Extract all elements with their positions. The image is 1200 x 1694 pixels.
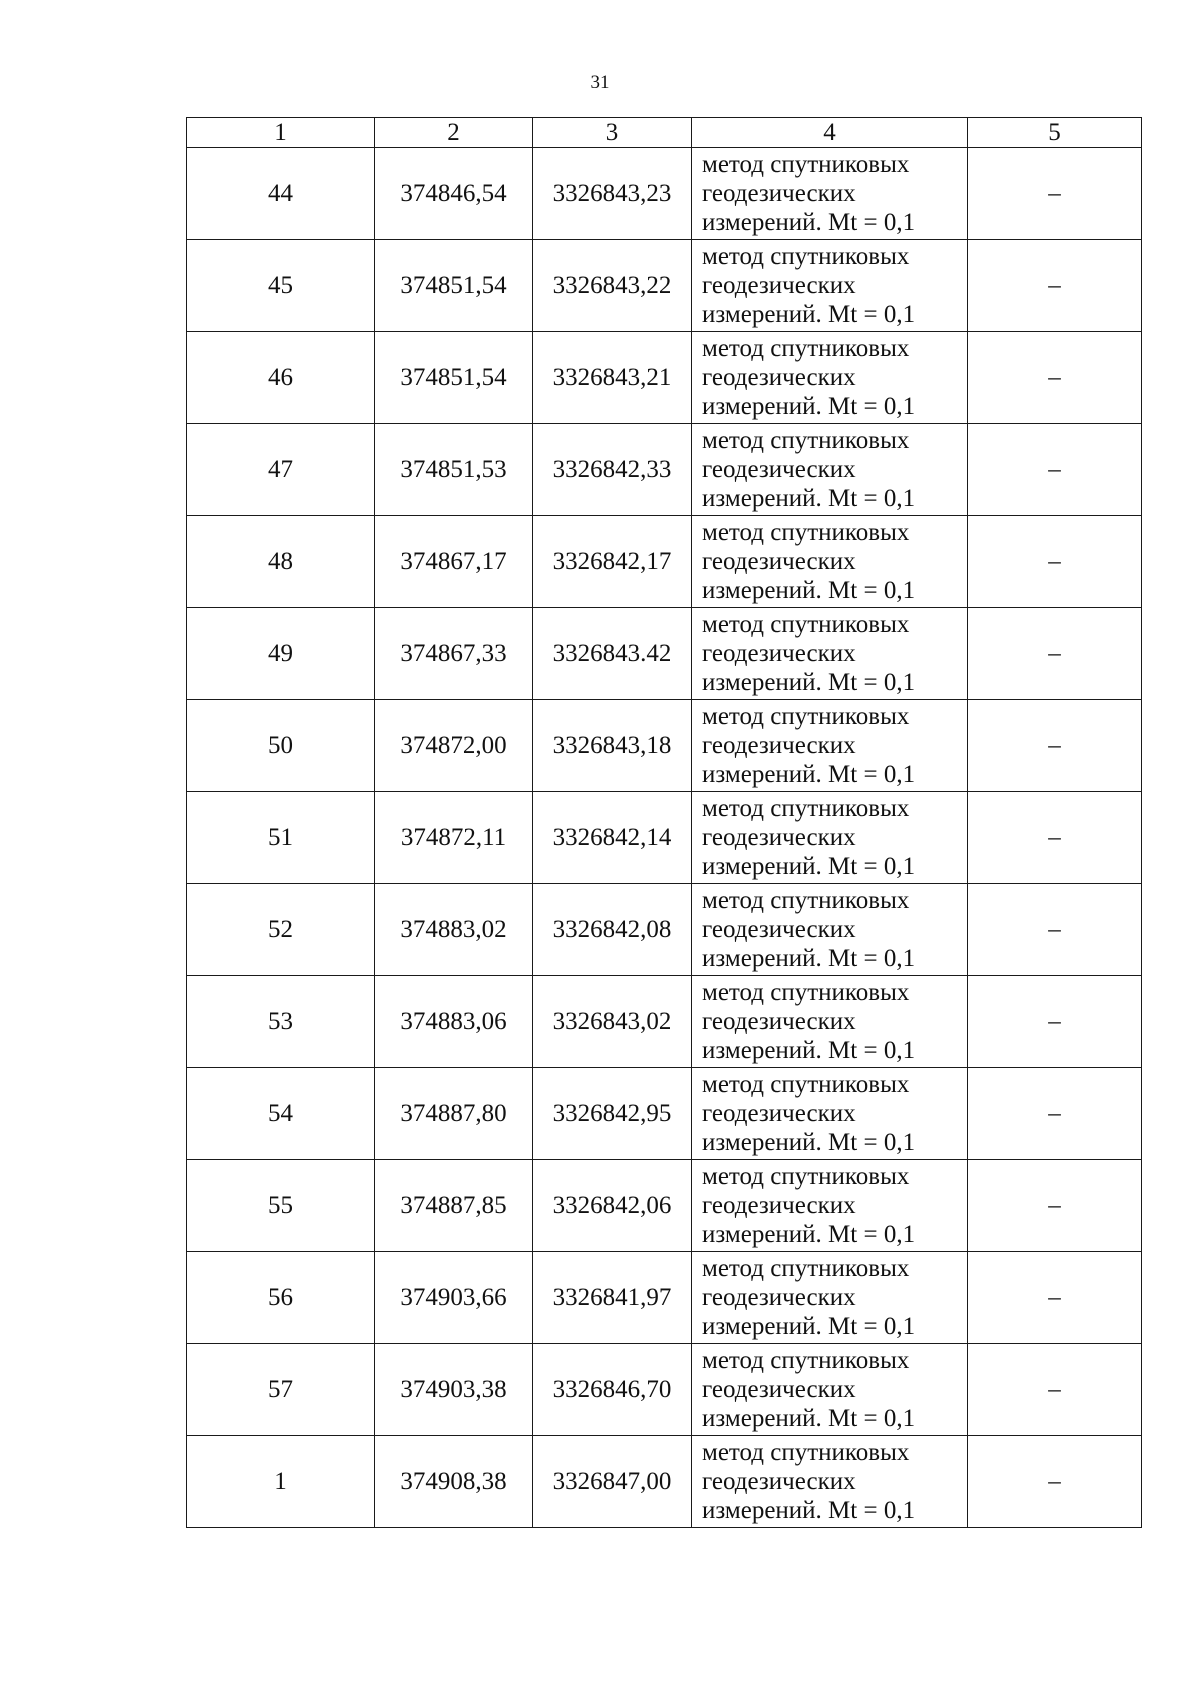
y-coordinate-cell: 3326842,14 bbox=[533, 792, 692, 884]
x-coordinate-cell: 374872,11 bbox=[375, 792, 533, 884]
method-line: геодезических bbox=[702, 272, 856, 299]
method-line: измерений. Mt = 0,1 bbox=[702, 301, 916, 328]
y-coordinate-cell: 3326842,33 bbox=[533, 424, 692, 516]
description-cell: – bbox=[968, 608, 1142, 700]
method-line: геодезических bbox=[702, 364, 856, 391]
point-number-cell: 54 bbox=[187, 1068, 375, 1160]
table-header bbox=[187, 118, 1142, 148]
method-cell bbox=[692, 1068, 968, 1160]
method-line: метод спутниковых bbox=[702, 887, 910, 914]
method-line: метод спутниковых bbox=[702, 1163, 910, 1190]
table-row bbox=[187, 1068, 1142, 1160]
y-coordinate-cell: 3326843,21 bbox=[533, 332, 692, 424]
table-row bbox=[187, 332, 1142, 424]
method-cell bbox=[692, 884, 968, 976]
column-header-5: 5 bbox=[968, 118, 1142, 148]
x-coordinate-cell: 374846,54 bbox=[375, 148, 533, 240]
point-number-cell: 46 bbox=[187, 332, 375, 424]
column-header-1: 1 bbox=[187, 118, 375, 148]
method-line: геодезических bbox=[702, 1008, 856, 1035]
method-line: геодезических bbox=[702, 1284, 856, 1311]
description-cell: – bbox=[968, 884, 1142, 976]
y-coordinate-cell: 3326842,08 bbox=[533, 884, 692, 976]
x-coordinate-cell: 374851,54 bbox=[375, 240, 533, 332]
method-cell bbox=[692, 1252, 968, 1344]
method-line: измерений. Mt = 0,1 bbox=[702, 761, 916, 788]
method-line: метод спутниковых bbox=[702, 703, 910, 730]
method-line: измерений. Mt = 0,1 bbox=[702, 1221, 916, 1248]
y-coordinate-cell: 3326843.42 bbox=[533, 608, 692, 700]
method-line: измерений. Mt = 0,1 bbox=[702, 577, 916, 604]
x-coordinate-cell: 374883,02 bbox=[375, 884, 533, 976]
method-cell bbox=[692, 1436, 968, 1528]
x-coordinate-cell: 374903,66 bbox=[375, 1252, 533, 1344]
description-cell: – bbox=[968, 1344, 1142, 1436]
point-number-cell: 55 bbox=[187, 1160, 375, 1252]
method-line: измерений. Mt = 0,1 bbox=[702, 1497, 916, 1524]
x-coordinate-cell: 374851,54 bbox=[375, 332, 533, 424]
method-line: геодезических bbox=[702, 1376, 856, 1403]
method-line: измерений. Mt = 0,1 bbox=[702, 1405, 916, 1432]
method-line: геодезических bbox=[702, 732, 856, 759]
description-cell: – bbox=[968, 1436, 1142, 1528]
method-line: метод спутниковых bbox=[702, 1255, 910, 1282]
table-row bbox=[187, 700, 1142, 792]
y-coordinate-cell: 3326841,97 bbox=[533, 1252, 692, 1344]
x-coordinate-cell: 374872,00 bbox=[375, 700, 533, 792]
method-line: метод спутниковых bbox=[702, 427, 910, 454]
method-line: геодезических bbox=[702, 1192, 856, 1219]
y-coordinate-cell: 3326842,17 bbox=[533, 516, 692, 608]
description-cell: – bbox=[968, 792, 1142, 884]
method-line: измерений. Mt = 0,1 bbox=[702, 393, 916, 420]
y-coordinate-cell: 3326842,95 bbox=[533, 1068, 692, 1160]
method-cell bbox=[692, 700, 968, 792]
method-line: метод спутниковых bbox=[702, 519, 910, 546]
description-cell: – bbox=[968, 332, 1142, 424]
x-coordinate-cell: 374908,38 bbox=[375, 1436, 533, 1528]
method-line: метод спутниковых bbox=[702, 151, 910, 178]
table-row bbox=[187, 1160, 1142, 1252]
point-number-cell: 1 bbox=[187, 1436, 375, 1528]
method-line: геодезических bbox=[702, 548, 856, 575]
method-line: метод спутниковых bbox=[702, 1071, 910, 1098]
table-body bbox=[187, 148, 1142, 1528]
table-row bbox=[187, 424, 1142, 516]
method-line: метод спутниковых bbox=[702, 335, 910, 362]
method-line: геодезических bbox=[702, 456, 856, 483]
table-row bbox=[187, 1252, 1142, 1344]
table-row bbox=[187, 884, 1142, 976]
point-number-cell: 51 bbox=[187, 792, 375, 884]
y-coordinate-cell: 3326843,02 bbox=[533, 976, 692, 1068]
y-coordinate-cell: 3326842,06 bbox=[533, 1160, 692, 1252]
description-cell: – bbox=[968, 148, 1142, 240]
table-row bbox=[187, 148, 1142, 240]
method-cell bbox=[692, 332, 968, 424]
point-number-cell: 56 bbox=[187, 1252, 375, 1344]
point-number-cell: 57 bbox=[187, 1344, 375, 1436]
header-row bbox=[187, 118, 1142, 148]
table-row bbox=[187, 1436, 1142, 1528]
y-coordinate-cell: 3326843,23 bbox=[533, 148, 692, 240]
x-coordinate-cell: 374851,53 bbox=[375, 424, 533, 516]
x-coordinate-cell: 374903,38 bbox=[375, 1344, 533, 1436]
method-cell bbox=[692, 976, 968, 1068]
method-line: геодезических bbox=[702, 916, 856, 943]
method-cell bbox=[692, 148, 968, 240]
description-cell: – bbox=[968, 976, 1142, 1068]
table-row bbox=[187, 516, 1142, 608]
point-number-cell: 44 bbox=[187, 148, 375, 240]
y-coordinate-cell: 3326846,70 bbox=[533, 1344, 692, 1436]
method-cell bbox=[692, 792, 968, 884]
method-line: метод спутниковых bbox=[702, 243, 910, 270]
method-cell bbox=[692, 1344, 968, 1436]
point-number-cell: 50 bbox=[187, 700, 375, 792]
x-coordinate-cell: 374887,85 bbox=[375, 1160, 533, 1252]
method-line: измерений. Mt = 0,1 bbox=[702, 1037, 916, 1064]
point-number-cell: 48 bbox=[187, 516, 375, 608]
table-row bbox=[187, 1344, 1142, 1436]
table-row bbox=[187, 976, 1142, 1068]
method-line: метод спутниковых bbox=[702, 979, 910, 1006]
method-line: метод спутниковых bbox=[702, 1439, 910, 1466]
x-coordinate-cell: 374867,17 bbox=[375, 516, 533, 608]
table-row bbox=[187, 792, 1142, 884]
point-number-cell: 45 bbox=[187, 240, 375, 332]
description-cell: – bbox=[968, 1068, 1142, 1160]
description-cell: – bbox=[968, 700, 1142, 792]
method-line: геодезических bbox=[702, 1468, 856, 1495]
method-line: метод спутниковых bbox=[702, 795, 910, 822]
method-line: измерений. Mt = 0,1 bbox=[702, 485, 916, 512]
description-cell: – bbox=[968, 240, 1142, 332]
description-cell: – bbox=[968, 1252, 1142, 1344]
method-cell bbox=[692, 516, 968, 608]
method-line: геодезических bbox=[702, 1100, 856, 1127]
description-cell: – bbox=[968, 1160, 1142, 1252]
y-coordinate-cell: 3326847,00 bbox=[533, 1436, 692, 1528]
coordinates-table bbox=[186, 117, 1142, 1528]
point-number-cell: 53 bbox=[187, 976, 375, 1068]
method-cell bbox=[692, 424, 968, 516]
description-cell: – bbox=[968, 516, 1142, 608]
method-line: метод спутниковых bbox=[702, 1347, 910, 1374]
page-number: 31 bbox=[590, 72, 610, 93]
table-row bbox=[187, 240, 1142, 332]
method-line: геодезических bbox=[702, 180, 856, 207]
method-line: геодезических bbox=[702, 824, 856, 851]
method-cell bbox=[692, 1160, 968, 1252]
x-coordinate-cell: 374887,80 bbox=[375, 1068, 533, 1160]
column-header-4: 4 bbox=[692, 118, 968, 148]
method-line: геодезических bbox=[702, 640, 856, 667]
method-line: метод спутниковых bbox=[702, 611, 910, 638]
method-line: измерений. Mt = 0,1 bbox=[702, 853, 916, 880]
method-line: измерений. Mt = 0,1 bbox=[702, 669, 916, 696]
description-cell: – bbox=[968, 424, 1142, 516]
point-number-cell: 49 bbox=[187, 608, 375, 700]
x-coordinate-cell: 374867,33 bbox=[375, 608, 533, 700]
point-number-cell: 47 bbox=[187, 424, 375, 516]
method-cell bbox=[692, 608, 968, 700]
point-number-cell: 52 bbox=[187, 884, 375, 976]
method-line: измерений. Mt = 0,1 bbox=[702, 209, 916, 236]
column-header-3: 3 bbox=[533, 118, 692, 148]
method-line: измерений. Mt = 0,1 bbox=[702, 1313, 916, 1340]
y-coordinate-cell: 3326843,22 bbox=[533, 240, 692, 332]
method-line: измерений. Mt = 0,1 bbox=[702, 1129, 916, 1156]
x-coordinate-cell: 374883,06 bbox=[375, 976, 533, 1068]
table-row bbox=[187, 608, 1142, 700]
y-coordinate-cell: 3326843,18 bbox=[533, 700, 692, 792]
method-cell bbox=[692, 240, 968, 332]
column-header-2: 2 bbox=[375, 118, 533, 148]
method-line: измерений. Mt = 0,1 bbox=[702, 945, 916, 972]
